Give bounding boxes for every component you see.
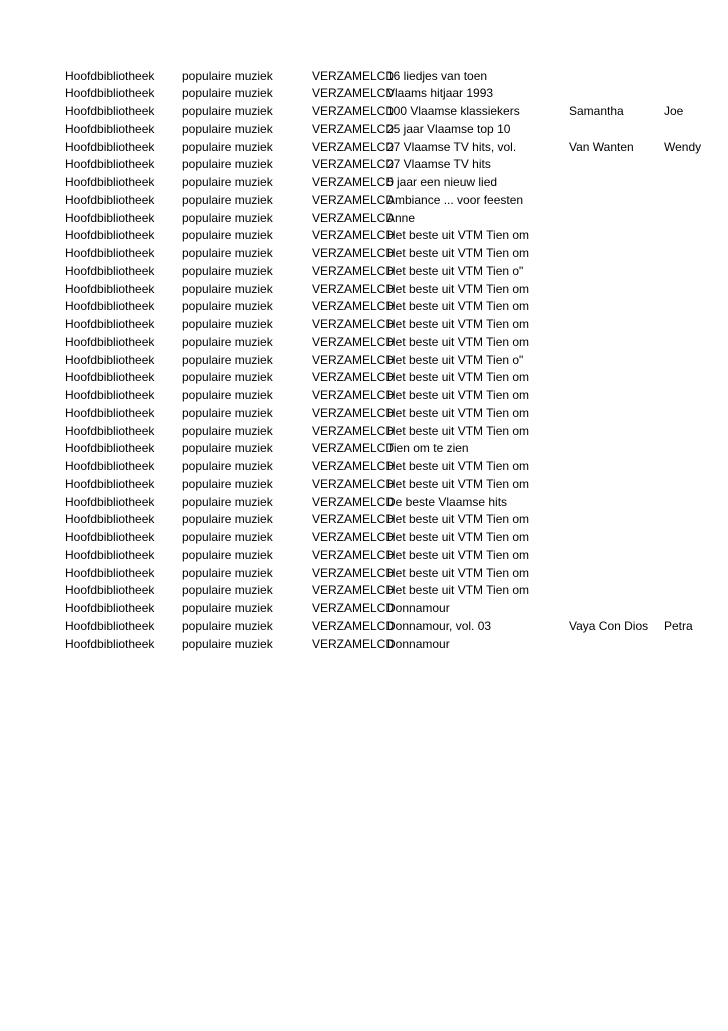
firstname-cell	[664, 68, 728, 86]
type-cell: VERZAMELCD	[312, 281, 395, 296]
genre-cell: populaire muziek	[182, 246, 273, 260]
title-cell: Het beste uit VTM Tien om	[387, 317, 530, 331]
genre-cell: populaire muziek	[182, 405, 273, 420]
type-cell: VERZAMELCD	[312, 352, 395, 367]
title-cell: 5 jaar een nieuw lied	[387, 175, 498, 189]
genre-cell: populaire muziek	[182, 441, 273, 456]
type-cell: VERZAMELCD	[312, 210, 395, 225]
table-row	[0, 405, 728, 423]
artist-cell	[569, 600, 659, 618]
table-row	[0, 369, 728, 387]
table-row	[0, 494, 728, 512]
table-row	[0, 334, 728, 352]
location-cell: Hoofdbibliotheek	[65, 423, 155, 438]
table-row	[0, 476, 728, 494]
location-cell: Hoofdbibliotheek	[65, 512, 155, 527]
table-row	[0, 636, 728, 654]
genre-cell: populaire muziek	[182, 210, 273, 225]
firstname-cell	[664, 582, 728, 600]
table-row	[0, 511, 728, 529]
location-cell: Hoofdbibliotheek	[65, 636, 155, 651]
genre-cell: populaire muziek	[182, 565, 273, 580]
artist-cell	[569, 316, 659, 334]
genre-cell: populaire muziek	[182, 228, 273, 243]
title-cell: Anne	[387, 210, 416, 225]
type-cell: VERZAMELCD	[312, 121, 395, 136]
title-cell: Donnamour, vol. 03	[387, 618, 492, 633]
genre-cell: populaire muziek	[182, 352, 273, 367]
genre-cell: populaire muziek	[182, 299, 273, 314]
location-cell: Hoofdbibliotheek	[65, 210, 155, 225]
location-cell: Hoofdbibliotheek	[65, 476, 155, 491]
firstname-cell	[664, 298, 728, 316]
table-row	[0, 281, 728, 299]
type-cell: VERZAMELCD	[312, 317, 395, 331]
firstname-cell: Petra	[664, 618, 693, 633]
location-cell: Hoofdbibliotheek	[65, 86, 155, 101]
genre-cell: populaire muziek	[182, 263, 273, 278]
artist-cell	[569, 405, 659, 423]
table-row	[0, 139, 728, 157]
title-cell: 100 Vlaamse klassiekers	[387, 104, 520, 118]
firstname-cell	[664, 565, 728, 583]
title-cell: Tien om te zien	[387, 441, 469, 456]
table-row	[0, 227, 728, 245]
genre-cell: populaire muziek	[182, 281, 273, 296]
location-cell: Hoofdbibliotheek	[65, 601, 155, 615]
location-cell: Hoofdbibliotheek	[65, 317, 155, 331]
type-cell: VERZAMELCD	[312, 476, 395, 491]
title-cell: Het beste uit VTM Tien om	[387, 299, 530, 314]
artist-cell	[569, 245, 659, 263]
title-cell: Het beste uit VTM Tien om	[387, 459, 530, 473]
type-cell: VERZAMELCD	[312, 334, 395, 349]
table-row	[0, 174, 728, 192]
type-cell: VERZAMELCD	[312, 175, 395, 189]
location-cell: Hoofdbibliotheek	[65, 334, 155, 349]
artist-cell	[569, 582, 659, 600]
location-cell: Hoofdbibliotheek	[65, 246, 155, 260]
firstname-cell	[664, 529, 728, 547]
type-cell: VERZAMELCD	[312, 565, 395, 580]
location-cell: Hoofdbibliotheek	[65, 547, 155, 562]
firstname-cell	[664, 210, 728, 228]
genre-cell: populaire muziek	[182, 334, 273, 349]
firstname-cell	[664, 458, 728, 476]
type-cell: VERZAMELCD	[312, 441, 395, 456]
location-cell: Hoofdbibliotheek	[65, 441, 155, 456]
firstname-cell	[664, 405, 728, 423]
genre-cell: populaire muziek	[182, 459, 273, 473]
genre-cell: populaire muziek	[182, 192, 273, 207]
genre-cell: populaire muziek	[182, 388, 273, 402]
location-cell: Hoofdbibliotheek	[65, 192, 155, 207]
firstname-cell	[664, 334, 728, 352]
location-cell: Hoofdbibliotheek	[65, 530, 155, 544]
artist-cell: Samantha	[569, 104, 624, 118]
artist-cell	[569, 511, 659, 529]
firstname-cell	[664, 494, 728, 512]
table-row	[0, 316, 728, 334]
title-cell: Het beste uit VTM Tien om	[387, 388, 530, 402]
type-cell: VERZAMELCD	[312, 192, 395, 207]
title-cell: Het beste uit VTM Tien om	[387, 281, 530, 296]
table-row	[0, 618, 728, 636]
table-row	[0, 85, 728, 103]
location-cell: Hoofdbibliotheek	[65, 104, 155, 118]
location-cell: Hoofdbibliotheek	[65, 68, 155, 83]
location-cell: Hoofdbibliotheek	[65, 388, 155, 402]
genre-cell: populaire muziek	[182, 68, 273, 83]
genre-cell: populaire muziek	[182, 86, 273, 101]
firstname-cell	[664, 423, 728, 441]
genre-cell: populaire muziek	[182, 476, 273, 491]
type-cell: VERZAMELCD	[312, 405, 395, 420]
firstname-cell: Wendy	[664, 139, 702, 154]
title-cell: Het beste uit VTM Tien om	[387, 370, 530, 385]
table-row	[0, 210, 728, 228]
type-cell: VERZAMELCD	[312, 299, 395, 314]
type-cell: VERZAMELCD	[312, 86, 395, 101]
location-cell: Hoofdbibliotheek	[65, 175, 155, 189]
artist-cell	[569, 210, 659, 228]
type-cell: VERZAMELCD	[312, 636, 395, 651]
artist-cell	[569, 68, 659, 86]
location-cell: Hoofdbibliotheek	[65, 459, 155, 473]
firstname-cell	[664, 316, 728, 334]
genre-cell: populaire muziek	[182, 157, 273, 172]
title-cell: 16 liedjes van toen	[387, 68, 488, 83]
genre-cell: populaire muziek	[182, 636, 273, 651]
type-cell: VERZAMELCD	[312, 530, 395, 544]
location-cell: Hoofdbibliotheek	[65, 121, 155, 136]
location-cell: Hoofdbibliotheek	[65, 157, 155, 172]
type-cell: VERZAMELCD	[312, 263, 395, 278]
type-cell: VERZAMELCD	[312, 583, 395, 598]
firstname-cell	[664, 600, 728, 618]
artist-cell	[569, 298, 659, 316]
type-cell: VERZAMELCD	[312, 459, 395, 473]
artist-cell	[569, 387, 659, 405]
title-cell: Het beste uit VTM Tien o"	[387, 352, 524, 367]
firstname-cell: Joe	[664, 104, 684, 118]
firstname-cell	[664, 369, 728, 387]
firstname-cell	[664, 85, 728, 103]
title-cell: Het beste uit VTM Tien om	[387, 583, 530, 598]
firstname-cell	[664, 636, 728, 654]
firstname-cell	[664, 440, 728, 458]
table-row	[0, 298, 728, 316]
artist-cell	[569, 156, 659, 174]
title-cell: 27 Vlaamse TV hits	[387, 157, 491, 172]
genre-cell: populaire muziek	[182, 583, 273, 598]
artist-cell	[569, 440, 659, 458]
genre-cell: populaire muziek	[182, 547, 273, 562]
artist-cell	[569, 192, 659, 210]
table-row	[0, 245, 728, 263]
title-cell: Donnamour	[387, 636, 450, 651]
title-cell: Het beste uit VTM Tien om	[387, 334, 530, 349]
firstname-cell	[664, 547, 728, 565]
artist-cell	[569, 227, 659, 245]
type-cell: VERZAMELCD	[312, 494, 395, 509]
genre-cell: populaire muziek	[182, 494, 273, 509]
table-row	[0, 547, 728, 565]
location-cell: Hoofdbibliotheek	[65, 228, 155, 243]
title-cell: De beste Vlaamse hits	[387, 494, 508, 509]
firstname-cell	[664, 174, 728, 192]
type-cell: VERZAMELCD	[312, 370, 395, 385]
table-row	[0, 582, 728, 600]
firstname-cell	[664, 511, 728, 529]
location-cell: Hoofdbibliotheek	[65, 370, 155, 385]
title-cell: Donnamour	[387, 601, 450, 615]
artist-cell	[569, 334, 659, 352]
table-row	[0, 565, 728, 583]
artist-cell	[569, 476, 659, 494]
title-cell: 25 jaar Vlaamse top 10	[387, 121, 511, 136]
firstname-cell	[664, 192, 728, 210]
title-cell: Het beste uit VTM Tien om	[387, 547, 530, 562]
genre-cell: populaire muziek	[182, 121, 273, 136]
location-cell: Hoofdbibliotheek	[65, 352, 155, 367]
firstname-cell	[664, 121, 728, 139]
table-row	[0, 600, 728, 618]
type-cell: VERZAMELCD	[312, 601, 395, 615]
type-cell: VERZAMELCD	[312, 512, 395, 527]
genre-cell: populaire muziek	[182, 175, 273, 189]
location-cell: Hoofdbibliotheek	[65, 494, 155, 509]
firstname-cell	[664, 245, 728, 263]
genre-cell: populaire muziek	[182, 512, 273, 527]
title-cell: Het beste uit VTM Tien om	[387, 405, 530, 420]
firstname-cell	[664, 227, 728, 245]
type-cell: VERZAMELCD	[312, 246, 395, 260]
type-cell: VERZAMELCD	[312, 104, 395, 118]
artist-cell: Van Wanten	[569, 139, 634, 154]
table-row	[0, 458, 728, 476]
type-cell: VERZAMELCD	[312, 388, 395, 402]
title-cell: 27 Vlaamse TV hits, vol.	[387, 139, 517, 154]
table-row	[0, 423, 728, 441]
title-cell: Ambiance ... voor feesten	[387, 192, 524, 207]
genre-cell: populaire muziek	[182, 530, 273, 544]
table-row	[0, 529, 728, 547]
title-cell: Het beste uit VTM Tien om	[387, 512, 530, 527]
title-cell: Het beste uit VTM Tien om	[387, 246, 530, 260]
location-cell: Hoofdbibliotheek	[65, 281, 155, 296]
artist-cell	[569, 174, 659, 192]
genre-cell: populaire muziek	[182, 139, 273, 154]
table-row	[0, 103, 728, 121]
artist-cell	[569, 494, 659, 512]
firstname-cell	[664, 156, 728, 174]
type-cell: VERZAMELCD	[312, 228, 395, 243]
title-cell: Het beste uit VTM Tien om	[387, 476, 530, 491]
artist-cell: Vaya Con Dios	[569, 618, 649, 633]
artist-cell	[569, 263, 659, 281]
table-row	[0, 440, 728, 458]
title-cell: Het beste uit VTM Tien om	[387, 423, 530, 438]
genre-cell: populaire muziek	[182, 423, 273, 438]
artist-cell	[569, 121, 659, 139]
artist-cell	[569, 547, 659, 565]
location-cell: Hoofdbibliotheek	[65, 139, 155, 154]
location-cell: Hoofdbibliotheek	[65, 405, 155, 420]
title-cell: Het beste uit VTM Tien om	[387, 530, 530, 544]
type-cell: VERZAMELCD	[312, 139, 395, 154]
table-row	[0, 387, 728, 405]
artist-cell	[569, 352, 659, 370]
location-cell: Hoofdbibliotheek	[65, 299, 155, 314]
table-row	[0, 263, 728, 281]
type-cell: VERZAMELCD	[312, 618, 395, 633]
type-cell: VERZAMELCD	[312, 547, 395, 562]
artist-cell	[569, 85, 659, 103]
type-cell: VERZAMELCD	[312, 157, 395, 172]
type-cell: VERZAMELCD	[312, 423, 395, 438]
location-cell: Hoofdbibliotheek	[65, 263, 155, 278]
table-row	[0, 352, 728, 370]
location-cell: Hoofdbibliotheek	[65, 565, 155, 580]
table-row	[0, 192, 728, 210]
location-cell: Hoofdbibliotheek	[65, 618, 155, 633]
artist-cell	[569, 458, 659, 476]
genre-cell: populaire muziek	[182, 317, 273, 331]
firstname-cell	[664, 352, 728, 370]
artist-cell	[569, 636, 659, 654]
genre-cell: populaire muziek	[182, 618, 273, 633]
location-cell: Hoofdbibliotheek	[65, 583, 155, 598]
table-row	[0, 121, 728, 139]
type-cell: VERZAMELCD	[312, 68, 395, 83]
firstname-cell	[664, 387, 728, 405]
artist-cell	[569, 423, 659, 441]
artist-cell	[569, 281, 659, 299]
title-cell: Het beste uit VTM Tien o"	[387, 263, 524, 278]
genre-cell: populaire muziek	[182, 601, 273, 615]
table-row	[0, 156, 728, 174]
title-cell: Vlaams hitjaar 1993	[387, 86, 494, 101]
genre-cell: populaire muziek	[182, 370, 273, 385]
title-cell: Het beste uit VTM Tien om	[387, 565, 530, 580]
firstname-cell	[664, 263, 728, 281]
artist-cell	[569, 529, 659, 547]
table-row	[0, 68, 728, 86]
artist-cell	[569, 369, 659, 387]
genre-cell: populaire muziek	[182, 104, 273, 118]
firstname-cell	[664, 476, 728, 494]
title-cell: Het beste uit VTM Tien om	[387, 228, 530, 243]
artist-cell	[569, 565, 659, 583]
firstname-cell	[664, 281, 728, 299]
